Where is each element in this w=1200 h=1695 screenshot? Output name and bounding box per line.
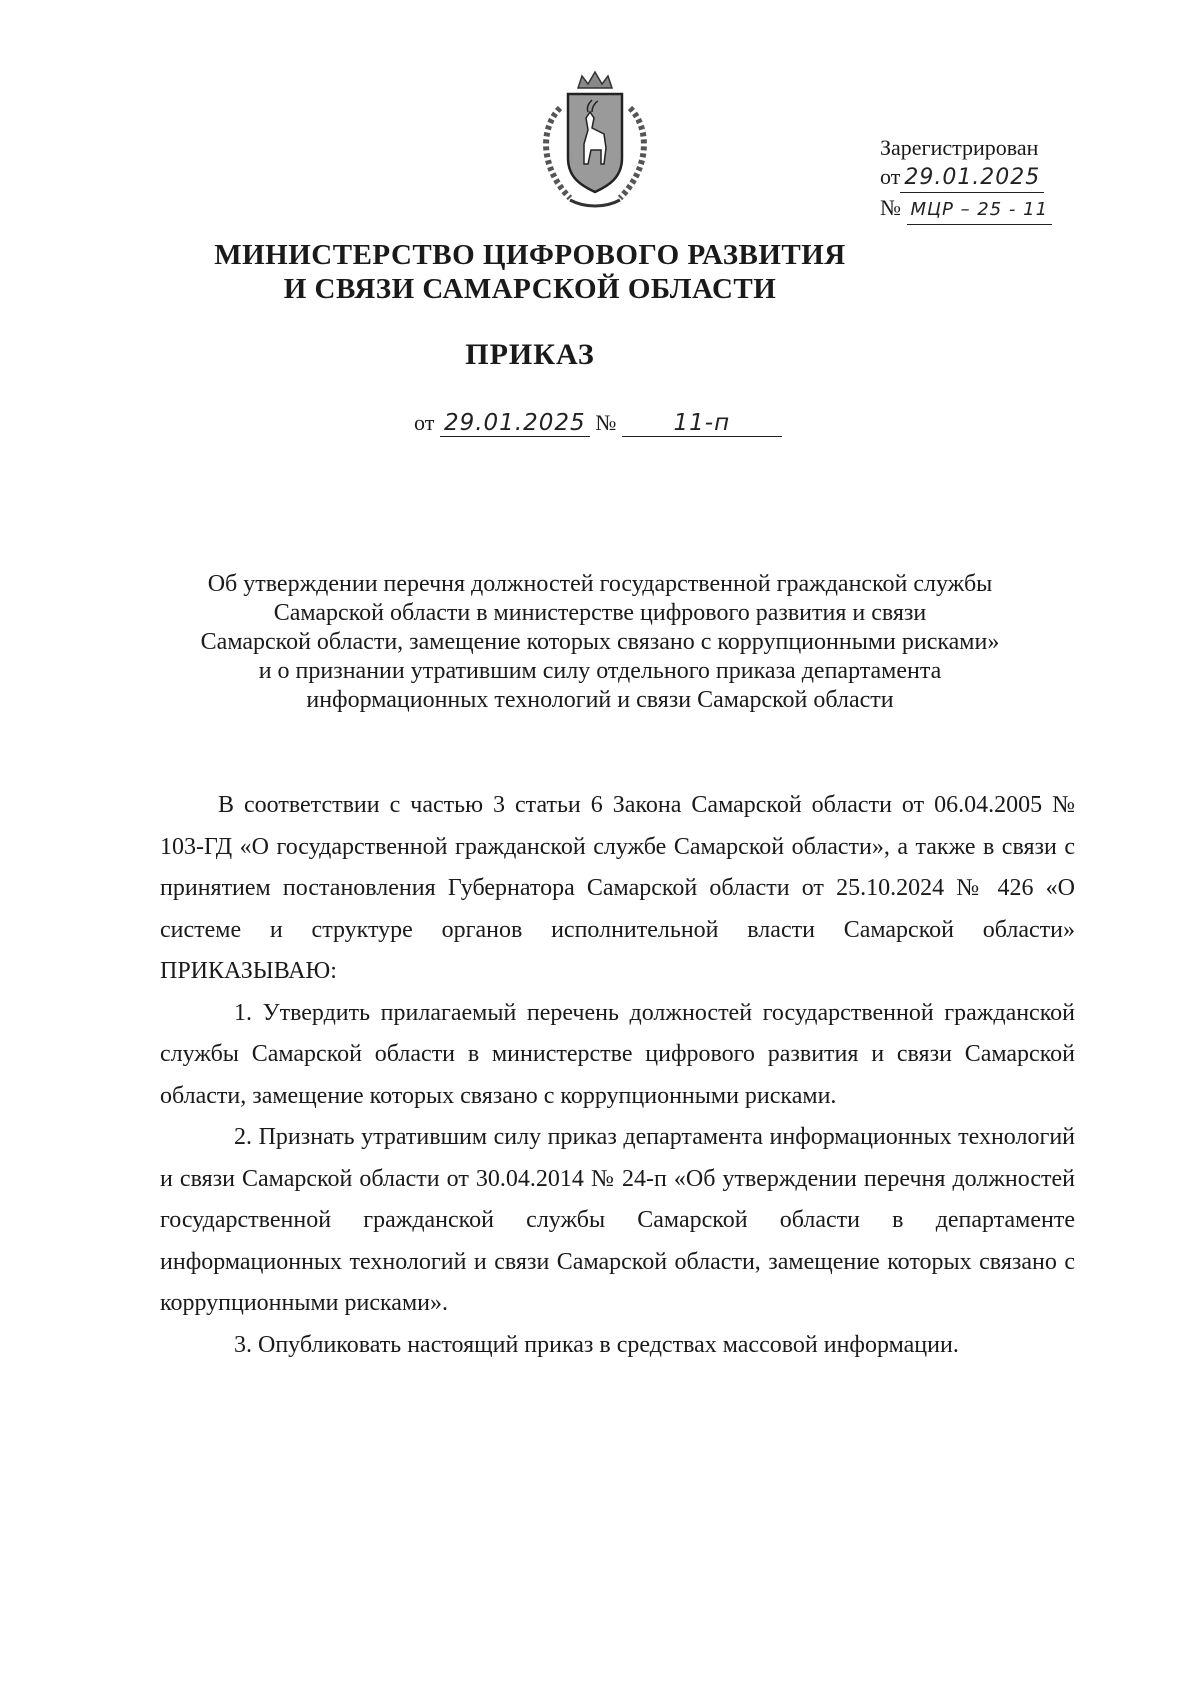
registration-label: Зарегистрирован (880, 135, 1039, 160)
order-item-2: 2. Признать утратившим силу приказ департамента информационных технологий и связи Самарской области от 30.04.2014 № 24-п «Об утверждении перечня должностей государственной гражданской службы Самарской области в департаменте информационных технологий и связи Самарской области, замещение которых связано с коррупционными рисками». (160, 1124, 1075, 1316)
registration-number: МЦР – 25 - 11 (907, 195, 1053, 225)
ministry-heading (150, 238, 910, 306)
subject-line: Самарской области, замещение которых связано с коррупционными рисками» (200, 629, 1000, 655)
registration-number-row (880, 193, 1140, 225)
order-number-prefix: № (595, 410, 617, 435)
subject-line: информационных технологий и связи Самарской области (306, 687, 894, 713)
order-item-3: 3. Опубликовать настоящий приказ в средствах массовой информации. (234, 1331, 959, 1358)
subject-line: Самарской области в министерстве цифрового развития и связи (273, 600, 927, 626)
ministry-line-2: И СВЯЗИ САМАРСКОЙ ОБЛАСТИ (283, 273, 777, 305)
registration-date-prefix: от (880, 164, 901, 189)
registration-date-row (880, 162, 1140, 193)
order-number: 11-п (622, 410, 782, 437)
preamble-paragraph: В соответствии с частью 3 статьи 6 Закона Самарской области от 06.04.2005 № 103-ГД «О государственной гражданской службе Самарской области», а также в связи с принятием постановления Губернатора Самарской области от 25.10.2024 № 426 «О системе и структуре органов исполнительной власти Самарской области» ПРИКАЗЫВАЮ: (160, 792, 1075, 984)
registration-date: 29.01.2025 (900, 163, 1044, 193)
registration-block (880, 133, 1140, 225)
order-date: 29.01.2025 (440, 410, 590, 437)
subject-line: Об утверждении перечня должностей государственной гражданской службы (207, 571, 993, 597)
document-type-title: ПРИКАЗ (465, 338, 595, 371)
order-body (160, 785, 1075, 1366)
registration-number-prefix: № (880, 195, 901, 220)
order-item-1: 1. Утвердить прилагаемый перечень должностей государственной гражданской службы Самарской области в министерстве цифрового развития и связи Самарской области, замещение которых связано с коррупционными рисками. (160, 999, 1075, 1109)
subject-line: и о признании утратившим силу отдельного приказа департамента (258, 658, 942, 684)
order-subject (140, 570, 1060, 715)
order-date-prefix: от (414, 410, 435, 435)
coat-of-arms-emblem (530, 68, 660, 218)
ministry-line-1: МИНИСТЕРСТВО ЦИФРОВОГО РАЗВИТИЯ (214, 239, 846, 271)
order-date-number-line (414, 410, 782, 437)
